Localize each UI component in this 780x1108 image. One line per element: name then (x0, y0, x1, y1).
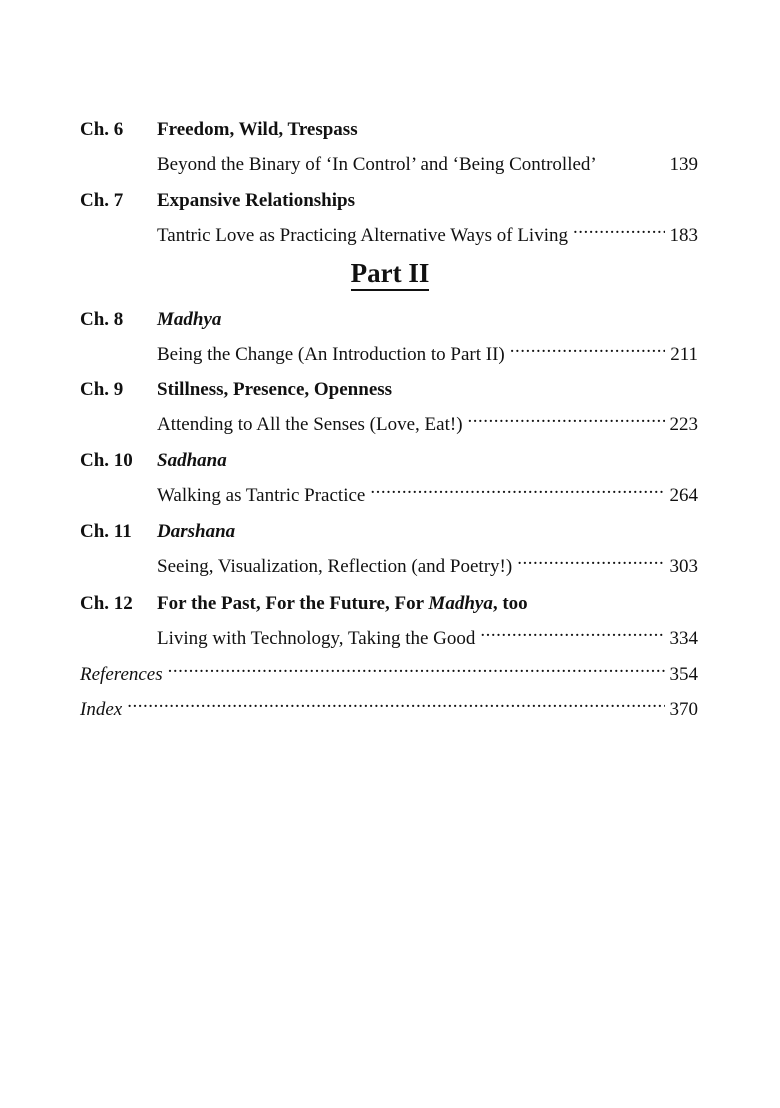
chapter-subtitle: Walking as Tantric Practice (157, 485, 366, 506)
page-number: 303 (669, 556, 698, 577)
dot-leader (602, 146, 665, 170)
dot-leader (517, 548, 664, 572)
toc-entry-ch12 (80, 592, 698, 649)
chapter-number: Ch. 9 (80, 379, 124, 400)
dot-leader (370, 477, 664, 501)
chapter-subtitle: Attending to All the Senses (Love, Eat!) (157, 414, 463, 435)
chapter-number: Ch. 7 (80, 190, 124, 211)
part-heading-text: Part II (351, 258, 430, 291)
chapter-title-suffix: , too (492, 593, 528, 614)
chapter-subtitle: Beyond the Binary of ‘In Control’ and ‘Being Controlled’ (157, 154, 597, 175)
chapter-title: Madhya (157, 309, 222, 330)
chapter-number: Ch. 12 (80, 593, 133, 614)
chapter-number: Ch. 6 (80, 119, 124, 140)
dot-leader (480, 620, 664, 644)
chapter-title: Sadhana (157, 450, 227, 471)
chapter-title (157, 592, 528, 616)
chapter-title: Freedom, Wild, Trespass (157, 119, 358, 140)
toc-entry-references (80, 656, 698, 685)
chapter-number: Ch. 8 (80, 309, 124, 330)
toc-entry-index (80, 691, 698, 720)
chapter-subtitle: Living with Technology, Taking the Good (157, 628, 476, 649)
page-number: 370 (669, 699, 698, 720)
chapter-title: Stillness, Presence, Openness (157, 379, 393, 400)
chapter-number: Ch. 11 (80, 521, 132, 542)
chapter-title-italic: Madhya (428, 593, 493, 614)
dot-leader (573, 217, 665, 241)
chapter-title-prefix: For the Past, For the Future, For (157, 593, 429, 614)
page-number: 264 (669, 485, 698, 506)
page-number: 183 (669, 225, 698, 246)
toc-entry-ch7 (80, 189, 698, 246)
page-number: 223 (669, 414, 698, 435)
dot-leader (168, 656, 665, 680)
back-matter-label: References (80, 664, 163, 685)
dot-leader (468, 406, 665, 430)
chapter-title: Expansive Relationships (157, 190, 355, 211)
dot-leader (510, 336, 665, 360)
toc-entry-ch10 (80, 449, 698, 506)
toc-entry-ch8 (80, 308, 698, 365)
chapter-subtitle: Seeing, Visualization, Reflection (and Poetry!) (157, 556, 513, 577)
chapter-subtitle: Tantric Love as Practicing Alternative Ways of Living (157, 225, 568, 246)
chapter-number: Ch. 10 (80, 450, 133, 471)
dot-leader (127, 691, 664, 715)
back-matter-label: Index (80, 699, 123, 720)
page-number: 211 (670, 344, 698, 365)
chapter-title: Darshana (157, 521, 236, 542)
toc-entry-ch9 (80, 378, 698, 435)
page-number: 354 (669, 664, 698, 685)
page-number: 139 (669, 154, 698, 175)
page-number: 334 (669, 628, 698, 649)
toc-entry-ch6 (80, 118, 698, 175)
chapter-subtitle: Being the Change (An Introduction to Part II) (157, 344, 505, 365)
toc-entry-ch11 (80, 520, 698, 577)
part-heading (0, 258, 780, 291)
